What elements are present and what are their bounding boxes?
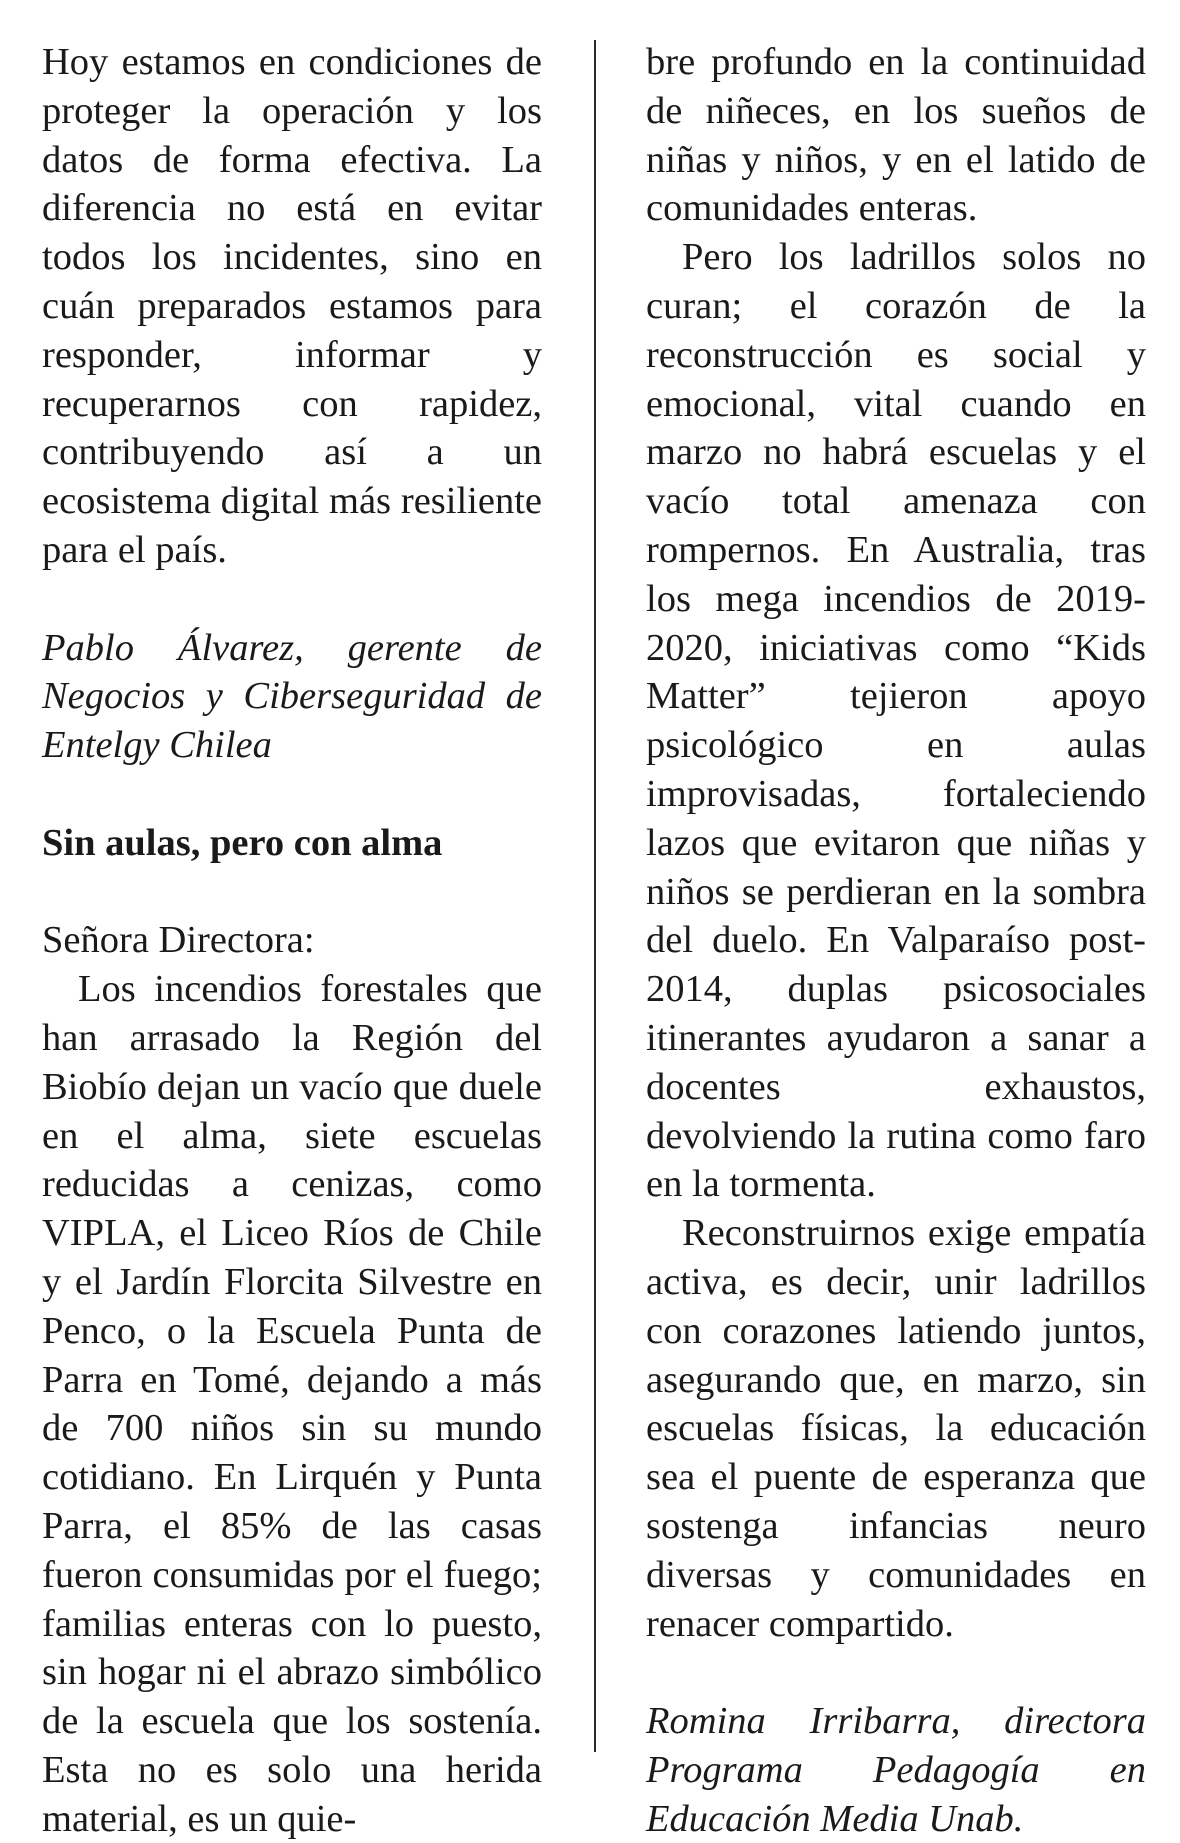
spacer (42, 770, 542, 819)
letter2-paragraph-1-continued: bre profundo en la continuidad de niñeces, en los sueños de niñas y niños, y en el latido de comunidades enteras. (646, 41, 1146, 230)
right-column (646, 38, 1146, 1843)
column-divider (594, 40, 596, 1752)
spacer (42, 575, 542, 624)
letter1-signature: Pablo Álvarez, gerente de Negocios y Ciberseguridad de Entelgy Chilea (42, 626, 542, 767)
letter2-title: Sin aulas, pero con alma (42, 821, 443, 864)
letter2-signature: Romina Irribarra, directora Programa Pedagogía en Educación Media Unab. (646, 1700, 1146, 1840)
spacer (646, 1648, 1146, 1697)
spacer (42, 868, 542, 917)
left-column (42, 38, 542, 1843)
letter2-paragraph-1: Los incendios forestales que han arrasado la Región del Biobío dejan un vacío que duele en el alma, siete escuelas reducidas a cenizas, como VIPLA, el Liceo Ríos de Chile y el Jardín Florcita Silvestre en Penco, o la Escuela Punta de Parra en Tomé, dejando a más de 700 niños sin su mundo cotidiano. En Lirquén y Punta Parra, el 85% de las casas fueron consumidas por el fuego; familias enteras con lo puesto, sin hogar ni el abrazo simbólico de la escuela que los sostenía. Esta no es solo una herida material, es un quie- (42, 968, 542, 1840)
letter2-salutation: Señora Directora: (42, 919, 315, 962)
letter1-closing-paragraph: Hoy estamos en condiciones de proteger la operación y los datos de forma efectiva. La diferencia no está en evitar todos los incidentes, sino en cuán preparados estamos para responder, informar y recuperarnos con rapidez, contribuyendo así a un ecosistema digital más resiliente para el país. (42, 41, 542, 571)
letter2-paragraph-3: Reconstruirnos exige empatía activa, es decir, unir ladrillos con corazones latiendo juntos, asegurando que, en marzo, sin escuelas físicas, la educación sea el puente de esperanza que sostenga infancias neuro diversas y comunidades en renacer compartido. (646, 1212, 1146, 1645)
letter2-paragraph-2: Pero los ladrillos solos no curan; el corazón de la reconstrucción es social y emocional, vital cuando en marzo no habrá escuelas y el vacío total amenaza con rompernos. En Australia, tras los mega incendios de 2019-2020, iniciativas como “Kids Matter” tejieron apoyo psicológico en aulas improvisadas, fortaleciendo lazos que evitaron que niñas y niños se perdieran en la sombra del duelo. En Valparaíso post-2014, duplas psicosociales itinerantes ayudaron a sanar a docentes exhaustos, devolviendo la rutina como faro en la tormenta. (646, 236, 1146, 1206)
